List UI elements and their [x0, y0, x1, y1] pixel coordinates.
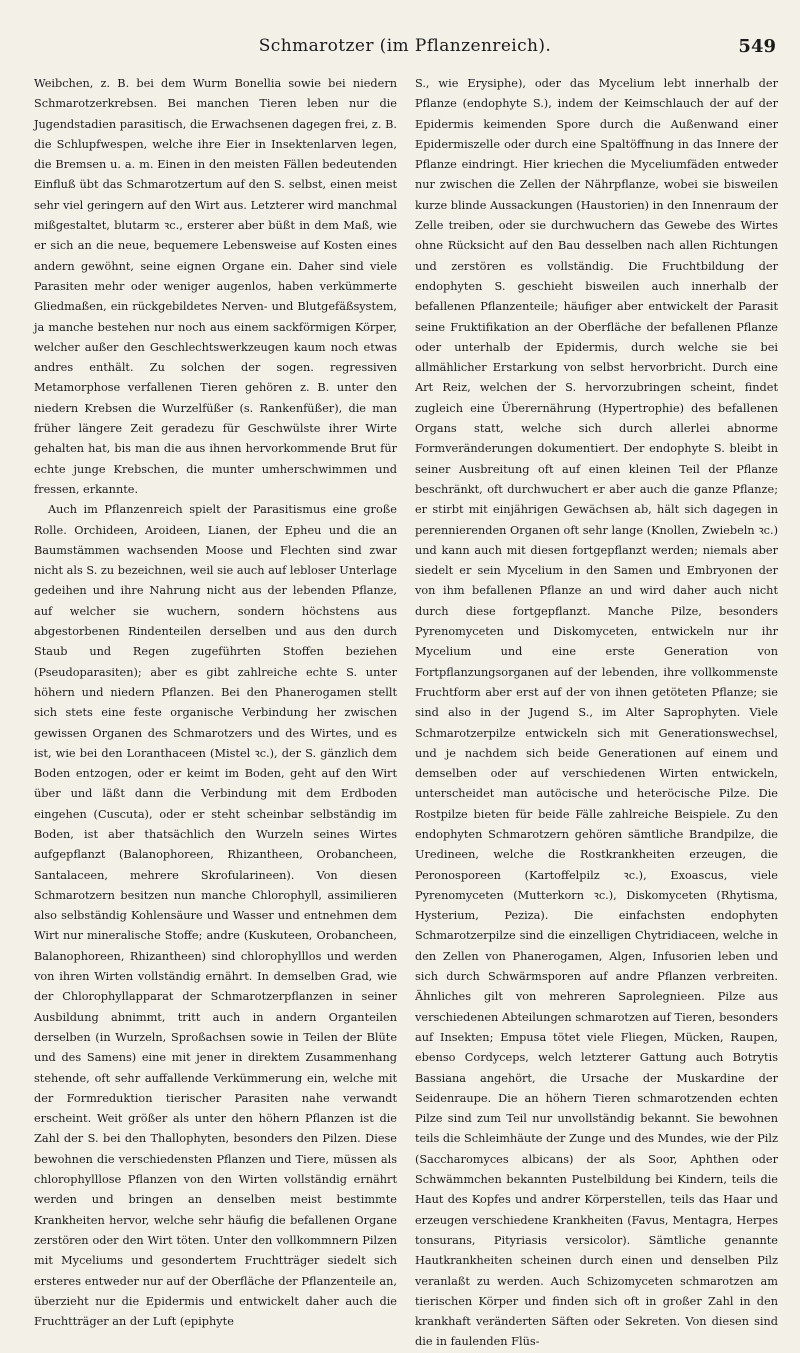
page-number: 549	[738, 36, 776, 57]
paragraph: Weibchen, z. B. bei dem Wurm Bonellia sowie bei niedern Schmarotzerkrebsen. Bei manchen Tieren leben nur die Jugendstadien parasitisch, die Erwachsenen dagegen frei, z. B. die Schlupfwespen, welche ihre Eier in Insektenlarven legen, die Bremsen u. a. m. Einen in den meisten Fällen bedeutenden Einfluß übt das Schmarotzertum auf den S. selbst, einen meist sehr viel geringern auf den Wirt aus. Letzterer wird manchmal mißgestaltet, blutarm ꝛc., ersterer aber büßt in dem Maß, wie er sich an die neue, bequemere Lebensweise auf Kosten eines andern gewöhnt, seine eignen Organe ein. Daher sind viele Parasiten mehr oder weniger augenlos, haben verkümmerte Gliedmaßen, ein rückgebildetes Nerven- und Blutgefäßsystem, ja manche bestehen nur noch aus einem sackförmigen Körper, welcher außer den Geschlechtswerkzeugen kaum noch etwas andres enthält. Zu solchen der sogen. regressiven Metamorphose verfallenen Tieren gehören z. B. unter den niedern Krebsen die Wurzelfüßer (s. Rankenfüßer), die man früher längere Zeit geradezu für Geschwülste ihrer Wirte gehalten hat, bis man die aus ihnen hervorkommende Brut für echte junge Krebschen, die munter umherschwimmen und fressen, erkannte.	[34, 77, 397, 496]
right-column	[415, 74, 778, 1349]
paragraph: Auch im Pflanzenreich spielt der Parasitismus eine große Rolle. Orchideen, Aroideen, Lianen, der Epheu und die an Baumstämmen wachsenden Moose und Flechten sind zwar nicht als S. zu bezeichnen, weil sie auch auf lebloser Unterlage gedeihen und ihre Nahrung nicht aus der lebenden Pflanze, auf welcher sie wuchern, sondern höchstens aus abgestorbenen Rindenteilen derselben und aus den durch Staub und Regen zugeführten Stoffen beziehen (Pseudoparasiten); aber es gibt zahlreiche echte S. unter höhern und niedern Pflanzen. Bei den Phanerogamen stellt sich stets eine feste organische Verbindung her zwischen gewissen Organen des Schmarotzers und des Wirtes, und es ist, wie bei den Loranthaceen (Mistel ꝛc.), der S. gänzlich dem Boden entzogen, oder er keimt im Boden, geht auf den Wirt über und läßt dann die Verbindung mit dem Erdboden eingehen (Cuscuta), oder er steht scheinbar selbständig im Boden, ist aber thatsächlich den Wurzeln seines Wirtes aufgepflanzt (Balanophoreen, Rhizantheen, Orobancheen, Santalaceen, mehrere Skrofularineen). Von diesen Schmarotzern besitzen nun manche Chlorophyll, assimilieren also selbständig Kohlensäure und Wasser und entnehmen dem Wirt nur mineralische Stoffe; andre (Kuskuteen, Orobancheen, Balanophoreen, Rhizantheen) sind chlorophylllos und werden von ihren Wirten vollständig ernährt. In demselben Grad, wie der Chlorophyllapparat der Schmarotzerpflanzen in seiner Ausbildung abnimmt, tritt auch in andern Organteilen derselben (in Wurzeln, Sproßachsen sowie in Teilen der Blüte und des Samens) eine mit jener in direktem Zusammenhang stehende, oft sehr auffallende Verkümmerung ein, welche mit der Formreduktion tierischer Parasiten nahe verwandt erscheint. Weit größer als unter den höhern Pflanzen ist die Zahl der S. bei den Thallophyten, besonders den Pilzen. Diese bewohnen die verschiedensten Pflanzen und Tiere, müssen als chlorophylllose Pflanzen von den Wirten vollständig ernährt werden und bringen an denselben meist bestimmte Krankheiten hervor, welche sehr häufig die befallenen Organe zerstören oder den Wirt töten. Unter den vollkommnern Pilzen mit Myceliums und gesondertem Fruchtträger siedelt sich ersteres entweder nur auf der Oberfläche der Pflanzenteile an, überzieht nur die Epidermis und entwickelt daher auch die Fruchtträger an der Luft (epiphyte	[34, 503, 397, 1329]
page-header	[34, 36, 776, 60]
text-columns	[34, 74, 778, 1349]
paragraph: S., wie Erysiphe), oder das Mycelium lebt innerhalb der Pflanze (endophyte S.), indem der Keimschlauch der auf der Epidermis keimenden Spore durch die Außenwand einer Epidermiszelle oder durch eine Spaltöffnung in das Innere der Pflanze eindringt. Hier kriechen die Myceliumfäden entweder nur zwischen die Zellen der Nährpflanze, wobei sie bisweilen kurze blinde Aussackungen (Haustorien) in den Innenraum der Zelle treiben, oder sie durchwuchern das Gewebe des Wirtes ohne Rücksicht auf den Bau desselben nach allen Richtungen und zerstören es vollständig. Die Fruchtbildung der endophyten S. geschieht bisweilen auch innerhalb der befallenen Pflanzenteile; häufiger aber entwickelt der Parasit seine Fruktifikation an der Oberfläche der befallenen Pflanze oder unterhalb der Epidermis, durch welche sie bei allmählicher Erstarkung von selbst hervorbricht. Durch eine Art Reiz, welchen der S. hervorzubringen scheint, findet zugleich eine Überernährung (Hypertrophie) des befallenen Organs statt, welche sich durch allerlei abnorme Formveränderungen dokumentiert. Der endophyte S. bleibt in seiner Ausbreitung oft auf einen kleinen Teil der Pflanze beschränkt, oft durchwuchert er aber auch die ganze Pflanze; er stirbt mit einjährigen Gewächsen ab, hält sich dagegen in perennierenden Organen oft sehr lange (Knollen, Zwiebeln ꝛc.) und kann auch mit diesen fortgepflanzt werden; niemals aber siedelt er sein Mycelium in den Samen und Embryonen der von ihm befallenen Pflanze an und wird daher auch nicht durch diese fortgepflanzt. Manche Pilze, besonders Pyrenomyceten und Diskomyceten, entwickeln nur ihr Mycelium und eine erste Generation von Fortpflanzungsorganen auf der lebenden, ihre vollkommenste Fruchtform aber erst auf der von ihnen getöteten Pflanze; sie sind also in der Jugend S., im Alter Saprophyten. Viele Schmarotzerpilze entwickeln sich mit Generationswechsel, und je nachdem sich beide Generationen auf einem und demselben oder auf verschiedenen Wirten entwickeln, unterscheidet man autöcische und heteröcische Pilze. Die Rostpilze bieten für beide Fälle zahlreiche Beispiele. Zu den endophyten Schmarotzern gehören sämtliche Brandpilze, die Uredineen, welche die Rostkrankheiten erzeugen, die Peronosporeen (Kartoffelpilz ꝛc.), Exoascus, viele Pyrenomyceten (Mutterkorn ꝛc.), Diskomyceten (Rhytisma, Hysterium, Peziza). Die einfachsten endophyten Schmarotzerpilze sind die einzelligen Chytridiaceen, welche in den Zellen von Phanerogamen, Algen, Infusorien leben und sich durch Schwärmsporen auf andre Pflanzen verbreiten. Ähnliches gilt von mehreren Saprolegnieen. Pilze aus verschiedenen Abteilungen schmarotzen auf Tieren, besonders auf Insekten; Empusa tötet viele Fliegen, Mücken, Raupen, ebenso Cordyceps, welch letzterer Gattung auch Botrytis Bassiana angehört, die Ursache der Muskardine der Seidenraupe. Die an höhern Tieren schmarotzenden echten Pilze sind zum Teil nur unvollständig bekannt. Sie bewohnen teils die Schleimhäute der Zunge und des Mundes, wie der Pilz (Saccharomyces albicans) der als Soor, Aphthen oder Schwämmchen bekannten Pustelbildung bei Kindern, teils die Haut des Kopfes und andrer Körperstellen, teils das Haar und erzeugen verschiedene Krankheiten (Favus, Mentagra, Herpes tonsurans, Pityriasis versicolor). Sämtliche genannte Hautkrankheiten scheinen durch einen und denselben Pilz veranlaßt zu werden. Auch Schizomyceten schmarotzen am tierischen Körper und finden sich oft in großer Zahl in den krankhaft veränderten Säften oder Sekreten. Von diesen sind die in faulenden Flüs-	[415, 77, 778, 1349]
running-title: Schmarotzer (im Pflanzenreich).	[258, 36, 552, 56]
left-column	[34, 74, 397, 1329]
